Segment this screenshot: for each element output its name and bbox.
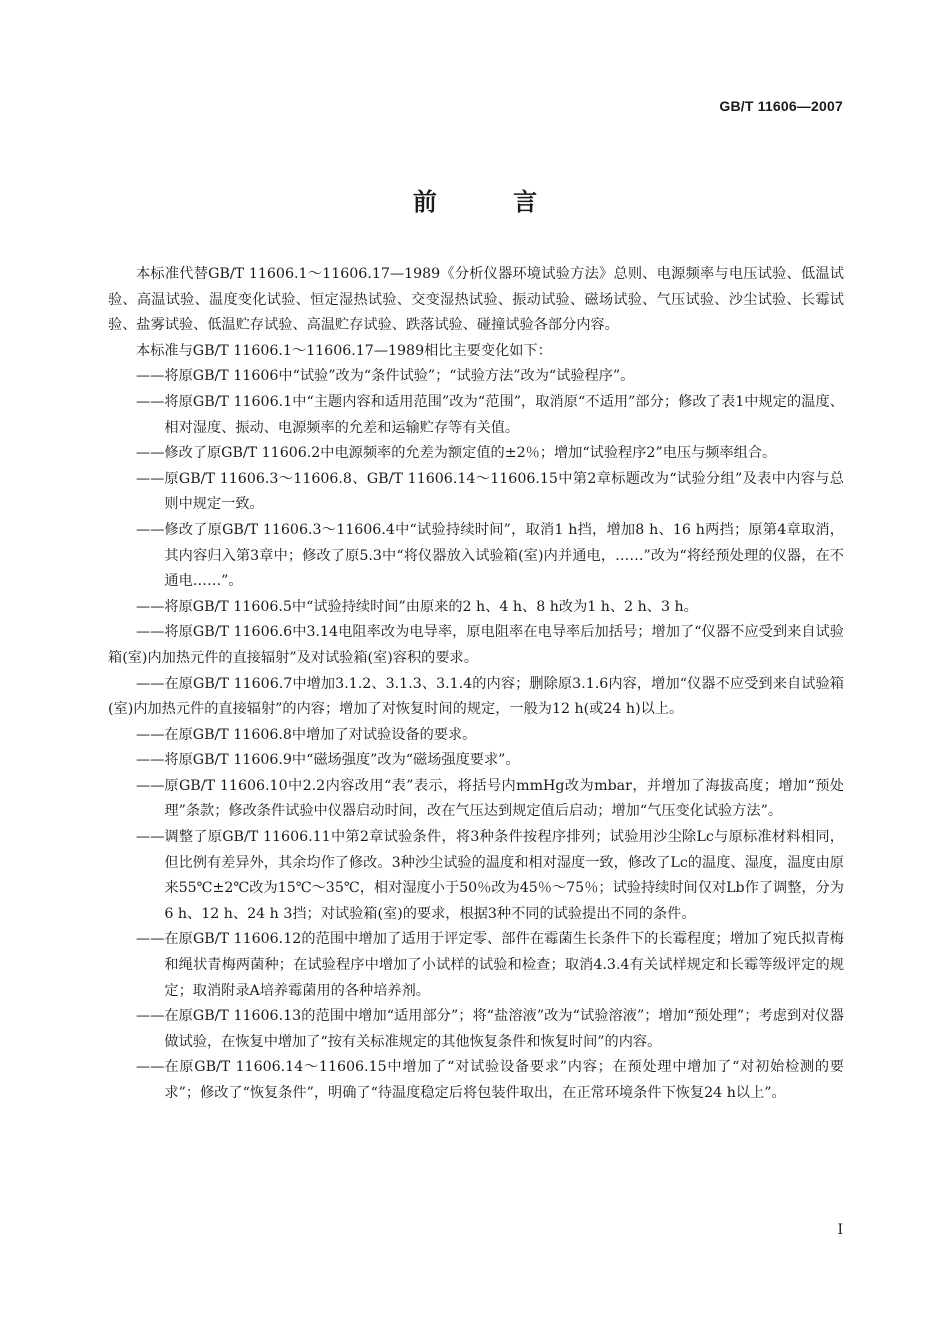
change-list-item [108, 620, 844, 671]
dash-marker: —— [136, 521, 165, 538]
change-text: 将原GB/T 11606.9中“磁场强度”改为“磁场强度要求”。 [164, 752, 520, 769]
dash-marker: —— [136, 598, 165, 615]
dash-marker: —— [136, 445, 165, 462]
change-text: 将原GB/T 11606.5中“试验持续时间”由原来的2 h、4 h、8 h改为1 h、2 h、3 h。 [164, 598, 698, 615]
change-list-item [108, 927, 844, 1004]
change-text: 原GB/T 11606.10中2.2内容改用“表”表示，将括号内mmHg改为mbar，并增加了海拔高度；增加“预处理”条款；修改条件试验中仪器启动时间，改在气压达到规定值后启动；增加“气压变化试验方法”。 [164, 777, 844, 820]
dash-marker: —— [136, 931, 165, 948]
dash-marker: —— [136, 675, 165, 692]
change-text: 修改了原GB/T 11606.2中电源频率的允差为额定值的±2％；增加“试验程序2”电压与频率组合。 [164, 445, 777, 462]
intro-paragraph: 本标准与GB/T 11606.1～11606.17—1989相比主要变化如下： [136, 342, 552, 359]
change-list-item [108, 441, 844, 467]
change-list-item [108, 1004, 844, 1055]
intro-paragraph: 本标准代替GB/T 11606.1～11606.17—1989《分析仪器环境试验方法》总则、电源频率与电压试验、低温试验、高温试验、温度变化试验、恒定湿热试验、交变湿热试验、振动试验、磁场试验、气压试验、沙尘试验、长霉试验、盐雾试验、低温贮存试验、高温贮存试验、跌落试验、碰撞试验各部分内容。 [108, 266, 844, 334]
dash-marker: —— [136, 726, 165, 743]
change-list-item [108, 467, 844, 518]
change-text: 在原GB/T 11606.12的范围中增加了适用于评定零、部件在霉菌生长条件下的长霉程度；增加了宛氏拟青梅和绳状青梅两菌种；在试验程序中增加了小试样的试验和检查；取消4.3.4有关试样规定和长霉等级评定的规定；取消附录A培养霉菌用的各种培养剂。 [164, 931, 844, 999]
change-list-item [108, 774, 844, 825]
change-text: 将原GB/T 11606.6中3.14电阻率改为电导率，原电阻率在电导率后加括号；增加了“仪器不应受到来自试验箱(室)内加热元件的直接辐射”及对试验箱(室)容积的要求。 [108, 624, 844, 666]
change-text: 在原GB/T 11606.7中增加3.1.2、3.1.3、3.1.4的内容；删除原3.1.6内容，增加“仪器不应受到来自试验箱(室)内加热元件的直接辐射”的内容；增加了对恢复时间的规定，一般为12 h(或24 h)以上。 [108, 675, 844, 718]
foreword-body [108, 262, 844, 1107]
change-text: 在原GB/T 11606.13的范围中增加“适用部分”；将“盐溶液”改为“试验溶液”；增加“预处理”；考虑到对仪器做试验，在恢复中增加了“按有关标准规定的其他恢复条件和恢复时间”的内容。 [164, 1008, 844, 1050]
dash-marker: —— [136, 624, 165, 641]
dash-marker: —— [136, 777, 165, 794]
standard-number: GB/T 11606—2007 [719, 98, 843, 114]
change-text: 将原GB/T 11606.1中“主题内容和适用范围”改为“范围”，取消原“不适用”部分；修改了表1中规定的温度、相对湿度、振动、电源频率的允差和运输贮存等有关值。 [164, 393, 844, 436]
change-text: 调整了原GB/T 11606.11中第2章试验条件，将3种条件按程序排列；试验用沙尘除Lc与原标准材料相同，但比例有差异外，其余均作了修改。3种沙尘试验的温度和相对湿度一致，修改了Lc的温度、湿度，温度由原来55℃±2℃改为15℃～35℃，相对湿度小于50％改为45％～75％；试验持续时间仅对Lb作了调整，分为6 h、12 h、24 h 3挡；对试验箱(室)的要求，根据3种不同的试验提出不同的条件。 [164, 829, 844, 922]
change-text: 在原GB/T 11606.14～11606.15中增加了“对试验设备要求”内容；在预处理中增加了“对初始检测的要求”；修改了“恢复条件”，明确了“待温度稳定后将包装件取出，在正常环境条件下恢复24 h以上”。 [164, 1059, 844, 1101]
dash-marker: —— [136, 393, 165, 410]
change-list-item [108, 748, 844, 774]
page-title: 前 言 [412, 188, 572, 216]
change-list-item [108, 825, 844, 927]
change-list-item [108, 518, 844, 595]
change-text: 修改了原GB/T 11606.3～11606.4中“试验持续时间”，取消1 h挡，增加8 h、16 h两挡；原第4章取消，其内容归入第3章中；修改了原5.3中“将仪器放入试验箱(室)内并通电，……”改为“将经预处理的仪器，在不通电……”。 [164, 521, 844, 590]
change-list-item [108, 364, 844, 390]
dash-marker: —— [136, 470, 165, 487]
change-list-item [108, 595, 844, 621]
dash-marker: —— [136, 829, 165, 846]
change-list-item [108, 723, 844, 749]
page-number: I [837, 1222, 843, 1238]
change-text: 原GB/T 11606.3～11606.8、GB/T 11606.14～11606.15中第2章标题改为“试验分组”及表中内容与总则中规定一致。 [164, 470, 844, 513]
dash-marker: —— [136, 368, 165, 385]
change-text: 将原GB/T 11606中“试验”改为“条件试验”；“试验方法”改为“试验程序”。 [164, 368, 635, 385]
change-list-item [108, 1055, 844, 1106]
change-list-item [108, 390, 844, 441]
dash-marker: —— [136, 1008, 165, 1025]
change-list-item [108, 672, 844, 723]
change-text: 在原GB/T 11606.8中增加了对试验设备的要求。 [164, 726, 477, 743]
dash-marker: —— [136, 1059, 165, 1076]
dash-marker: —— [136, 752, 165, 769]
